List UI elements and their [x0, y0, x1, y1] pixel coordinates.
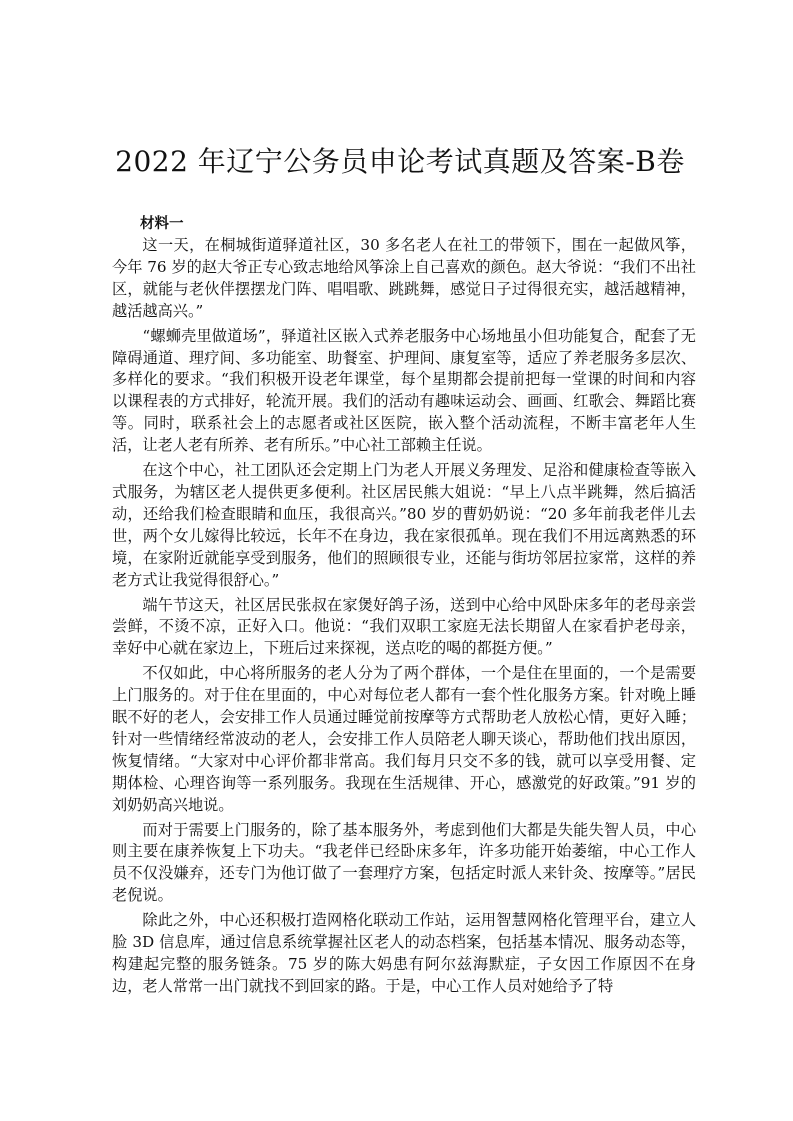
- paragraph: “螺蛳壳里做道场”，驿道社区嵌入式养老服务中心场地虽小但功能复合，配套了无障碍通道、理疗间、多功能室、助餐室、护理间、康复室等，适应了养老服务多层次、多样化的要求。“我们积极开设老年课堂，每个星期都会提前把每一堂课的时间和内容以课程表的方式排好，轮流开展。我们的活动有趣味运动会、画画、红歌会、舞蹈比赛等。同时，联系社会上的志愿者或社区医院，嵌入整个活动流程，不断丰富老年人生活，让老人老有所养、老有所乐。”中心社工部赖主任说。: [112, 326, 696, 455]
- document-title: 2022 年辽宁公务员申论考试真题及答案-B卷: [115, 145, 685, 178]
- paragraph: 在这个中心，社工团队还会定期上门为老人开展义务理发、足浴和健康检查等嵌入式服务，为辖区老人提供更多便利。社区居民熊大姐说：“早上八点半跳舞，然后搞活动，还给我们检查眼睛和血压，我很高兴。”80 岁的曹奶奶说：“20 多年前我老伴儿去世，两个女儿嫁得比较远，长年不在身边，我在家很孤单。现在我们不用远离熟悉的环境，在家附近就能享受到服务，他们的照顾很专业，还能与街坊邻居拉家常，这样的养老方式让我觉得很舒心。”: [112, 461, 696, 589]
- paragraph: 这一天，在桐城街道驿道社区，30 多名老人在社工的带领下，围在一起做风筝，今年 76 岁的赵大爷正专心致志地给风筝涂上自己喜欢的颜色。赵大爷说：“我们不出社区，就能与老伙伴摆摆龙门阵、唱唱歌、跳跳舞，感觉日子过得很充实，越活越精神，越活越高兴。”: [112, 236, 696, 320]
- document-body: [112, 214, 696, 1001]
- paragraph: 端午节这天，社区居民张叔在家煲好鸽子汤，送到中心给中风卧床多年的老母亲尝尝鲜，不烫不凉，正好入口。他说：“我们双职工家庭无法长期留人在家看护老母亲，幸好中心就在家边上，下班后过来探视，送点吃的喝的都挺方便。”: [112, 595, 696, 658]
- section-heading: 材料一: [140, 216, 184, 232]
- paragraph: 除此之外，中心还积极打造网格化联动工作站，运用智慧网格化管理平台，建立人脸 3D 信息库，通过信息系统掌握社区老人的动态档案，包括基本情况、服务动态等，构建起完整的服务链条。75 岁的陈大妈患有阿尔兹海默症，子女因工作原因不在身边，老人常常一出门就找不到回家的路。于是，中心工作人员对她给予了特: [112, 911, 696, 995]
- paragraph: 不仅如此，中心将所服务的老人分为了两个群体，一个是住在里面的，一个是需要上门服务的。对于住在里面的，中心对每位老人都有一套个性化服务方案。针对晚上睡眠不好的老人，会安排工作人员通过睡觉前按摩等方式帮助老人放松心情，更好入睡；针对一些情绪经常波动的老人，会安排工作人员陪老人聊天谈心，帮助他们找出原因，恢复情绪。“大家对中心评价都非常高。我们每月只交不多的钱，就可以享受用餐、定期体检、心理咨询等一系列服务。我现在生活规律、开心，感激党的好政策。”91 岁的刘奶奶高兴地说。: [112, 664, 696, 814]
- paragraph: 而对于需要上门服务的，除了基本服务外，考虑到他们大都是失能失智人员，中心则主要在康养恢复上下功夫。“我老伴已经卧床多年，许多功能开始萎缩，中心工作人员不仅没嫌弃，还专门为他订做了一套理疗方案，包括定时派人来针灸、按摩等。”居民老倪说。: [112, 820, 696, 905]
